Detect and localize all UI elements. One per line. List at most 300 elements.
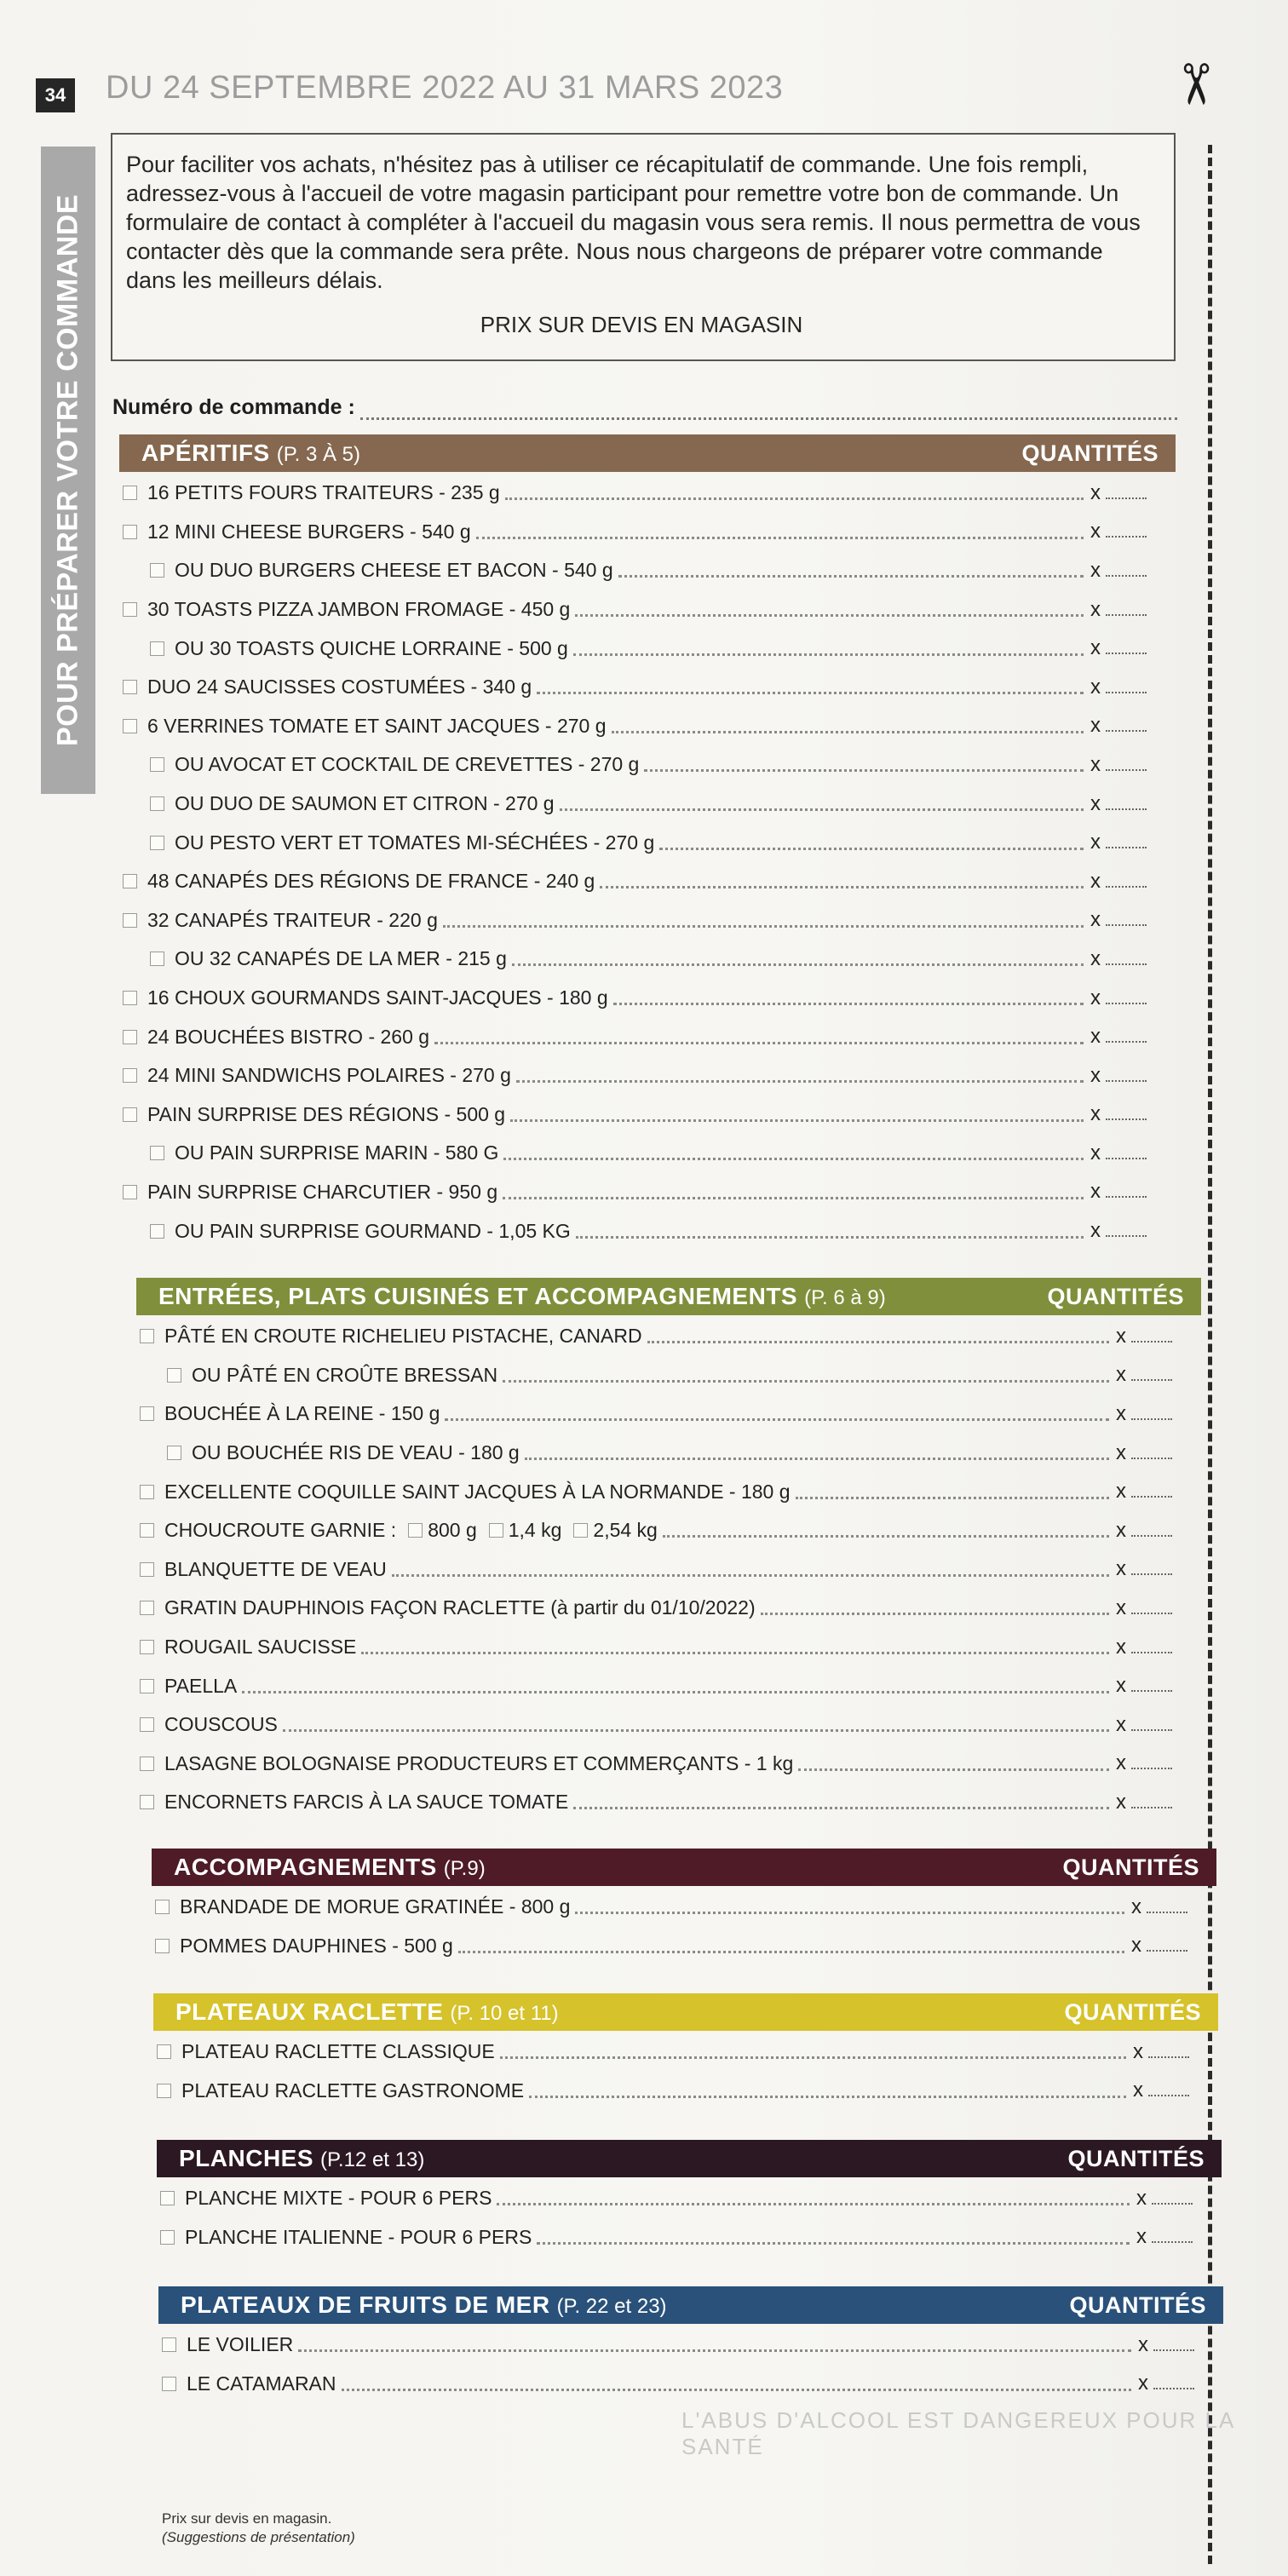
quantity-field[interactable] — [1131, 1934, 1216, 1958]
multiply-sign: x — [1116, 1363, 1126, 1387]
order-item-row — [119, 551, 1176, 590]
item-list — [152, 1886, 1216, 1965]
item-label: OU DUO BURGERS CHEESE ET BACON - 540 g — [175, 559, 613, 582]
item-checkbox[interactable] — [140, 1523, 154, 1538]
quantity-blank[interactable] — [1148, 2083, 1189, 2096]
multiply-sign: x — [1116, 1324, 1126, 1348]
leader-dots — [445, 1406, 1109, 1421]
order-number-line[interactable] — [360, 397, 1177, 420]
leader-dots — [663, 1523, 1109, 1538]
section-header — [152, 1849, 1216, 1886]
multiply-sign: x — [1090, 714, 1101, 738]
item-checkbox[interactable] — [167, 1446, 181, 1460]
quantity-field[interactable] — [1090, 831, 1176, 854]
order-item-row — [119, 668, 1176, 707]
section-title: ACCOMPAGNEMENTS — [174, 1854, 437, 1880]
order-item-row — [136, 1356, 1201, 1395]
section-title: ENTRÉES, PLATS CUISINÉS ET ACCOMPAGNEMENTS — [158, 1283, 798, 1309]
item-label: 6 VERRINES TOMATE ET SAINT JACQUES - 270 g — [147, 714, 607, 737]
order-item-row — [119, 1017, 1176, 1056]
item-checkbox[interactable] — [123, 1030, 137, 1044]
item-checkbox[interactable] — [140, 1757, 154, 1771]
multiply-sign: x — [1131, 1934, 1141, 1958]
multiply-sign: x — [1138, 2332, 1148, 2356]
quantity-field[interactable] — [1116, 1636, 1201, 1659]
quantity-field[interactable] — [1116, 1713, 1201, 1737]
section-header — [158, 2286, 1223, 2324]
item-checkbox[interactable] — [123, 1068, 137, 1083]
quantity-blank[interactable] — [1152, 2191, 1193, 2205]
item-label: 12 MINI CHEESE BURGERS - 540 g — [147, 520, 471, 543]
order-item-row — [152, 1888, 1216, 1927]
item-checkbox[interactable] — [123, 680, 137, 694]
leader-dots — [510, 1107, 1084, 1122]
leader-dots — [497, 2191, 1130, 2205]
item-checkbox[interactable] — [150, 757, 164, 772]
order-item-row — [136, 1783, 1201, 1822]
item-label: OU AVOCAT ET COCKTAIL DE CREVETTES - 270 g — [175, 753, 640, 776]
quantity-field[interactable] — [1133, 2079, 1218, 2102]
order-item-row — [153, 2033, 1218, 2072]
quantity-field[interactable] — [1116, 1325, 1201, 1348]
item-label: OU 32 CANAPÉS DE LA MER - 215 g — [175, 947, 507, 970]
leader-dots — [500, 2044, 1126, 2059]
price-on-quote: PRIX SUR DEVIS EN MAGASIN — [480, 312, 803, 337]
item-checkbox[interactable] — [140, 1640, 154, 1654]
item-checkbox[interactable] — [140, 1679, 154, 1693]
section-pages: (P. 10 et 11) — [450, 2002, 559, 2025]
multiply-sign: x — [1138, 2372, 1148, 2395]
multiply-sign: x — [1090, 558, 1101, 582]
item-list — [119, 472, 1176, 1251]
quantity-blank[interactable] — [1131, 1484, 1172, 1498]
item-checkbox[interactable] — [123, 486, 137, 500]
multiply-sign: x — [1116, 1712, 1126, 1736]
quantity-blank[interactable] — [1131, 1329, 1172, 1343]
section-pages: (P. 3 À 5) — [276, 443, 361, 466]
item-checkbox[interactable] — [140, 1601, 154, 1615]
leader-dots — [600, 874, 1084, 888]
item-checkbox[interactable] — [157, 2084, 171, 2098]
item-checkbox[interactable] — [160, 2191, 175, 2205]
quantity-field[interactable] — [1090, 870, 1176, 894]
size-option-checkbox[interactable] — [489, 1523, 503, 1538]
quantity-blank[interactable] — [1147, 1900, 1187, 1913]
item-label: OU DUO DE SAUMON ET CITRON - 270 g — [175, 792, 555, 815]
item-checkbox[interactable] — [162, 2337, 176, 2352]
item-label: 30 TOASTS PIZZA JAMBON FROMAGE - 450 g — [147, 598, 571, 621]
size-option-checkbox[interactable] — [573, 1523, 588, 1538]
size-option-label: 1,4 kg — [508, 1519, 562, 1542]
quantity-blank[interactable] — [1106, 1223, 1147, 1237]
quantity-field[interactable] — [1133, 2040, 1218, 2064]
quantity-field[interactable] — [1116, 1363, 1201, 1387]
quantity-field[interactable] — [1138, 2372, 1223, 2395]
item-label: 32 CANAPÉS TRAITEUR - 220 g — [147, 908, 438, 931]
order-item-row — [119, 901, 1176, 940]
leader-dots — [761, 1601, 1109, 1615]
alcohol-warning: L'ABUS D'ALCOOL EST DANGEREUX POUR LA SANTÉ — [681, 2407, 1234, 2459]
leader-dots — [618, 563, 1084, 578]
quantity-field[interactable] — [1090, 714, 1176, 738]
quantity-blank[interactable] — [1131, 1523, 1172, 1537]
leader-dots — [575, 1900, 1124, 1914]
leader-dots — [503, 1146, 1084, 1160]
leader-dots — [573, 1795, 1109, 1809]
order-item-row — [136, 1589, 1201, 1628]
quantity-blank[interactable] — [1131, 1446, 1172, 1459]
quantity-field[interactable] — [1090, 559, 1176, 583]
quantity-blank[interactable] — [1147, 1938, 1187, 1952]
item-checkbox[interactable] — [155, 1939, 170, 1953]
leader-dots — [503, 1185, 1084, 1199]
quantity-field[interactable] — [1090, 676, 1176, 699]
order-item-row — [152, 1927, 1216, 1966]
item-checkbox[interactable] — [150, 1224, 164, 1239]
quantity-blank[interactable] — [1131, 1561, 1172, 1575]
order-item-row — [119, 979, 1176, 1018]
section-title-group — [174, 1854, 486, 1881]
leader-dots — [647, 1329, 1109, 1343]
leader-dots — [576, 1224, 1084, 1239]
leader-dots — [537, 680, 1084, 694]
order-number-label: Numéro de commande : — [112, 395, 355, 419]
order-item-row — [136, 1745, 1201, 1784]
multiply-sign: x — [1090, 520, 1101, 543]
order-item-row — [136, 1511, 1201, 1550]
quantity-blank[interactable] — [1106, 641, 1147, 654]
multiply-sign: x — [1090, 946, 1101, 970]
quantity-field[interactable] — [1090, 947, 1176, 971]
page-number: 34 — [36, 78, 75, 112]
quantity-field[interactable] — [1136, 2187, 1222, 2211]
order-item-row — [119, 707, 1176, 746]
quantity-blank[interactable] — [1106, 524, 1147, 538]
quantity-field[interactable] — [1090, 481, 1176, 505]
item-label: EXCELLENTE COQUILLE SAINT JACQUES À LA NORMANDE - 180 g — [164, 1480, 791, 1503]
leader-dots — [537, 2230, 1130, 2245]
item-label: BOUCHÉE À LA REINE - 150 g — [164, 1402, 440, 1425]
leader-dots — [298, 2337, 1131, 2352]
item-checkbox[interactable] — [123, 991, 137, 1005]
order-item-row — [158, 2326, 1223, 2365]
order-item-row — [119, 1134, 1176, 1173]
item-checkbox[interactable] — [123, 874, 137, 888]
item-checkbox[interactable] — [140, 1329, 154, 1343]
leader-dots — [612, 719, 1084, 733]
section-title-group — [175, 1998, 559, 2026]
quantity-field[interactable] — [1116, 1557, 1201, 1581]
section-header — [136, 1278, 1201, 1315]
quantity-blank[interactable] — [1106, 835, 1147, 848]
quantity-blank[interactable] — [1106, 757, 1147, 771]
item-label: LASAGNE BOLOGNAISE PRODUCTEURS ET COMMERÇANTS - 1 kg — [164, 1751, 794, 1774]
order-item-row — [136, 1472, 1201, 1511]
multiply-sign: x — [1136, 2225, 1147, 2249]
order-item-row — [119, 474, 1176, 513]
quantity-field[interactable] — [1090, 1180, 1176, 1204]
multiply-sign: x — [1116, 1751, 1126, 1775]
item-checkbox[interactable] — [123, 719, 137, 733]
leader-dots — [458, 1939, 1124, 1953]
multiply-sign: x — [1090, 597, 1101, 621]
item-label: ROUGAIL SAUCISSE — [164, 1636, 357, 1659]
section-entrees — [136, 1278, 1201, 1822]
quantity-blank[interactable] — [1106, 718, 1147, 732]
quantity-blank[interactable] — [1131, 1795, 1172, 1808]
item-checkbox[interactable] — [140, 1406, 154, 1421]
side-label-band — [41, 147, 95, 794]
quantity-field[interactable] — [1116, 1674, 1201, 1698]
leader-dots — [659, 836, 1084, 850]
quantity-field[interactable] — [1116, 1596, 1201, 1620]
item-label: PLANCHE MIXTE - POUR 6 PERS — [185, 2187, 492, 2210]
multiply-sign: x — [1090, 480, 1101, 504]
item-list — [153, 2031, 1218, 2110]
quantity-blank[interactable] — [1153, 2337, 1194, 2351]
order-item-row — [136, 1705, 1201, 1745]
item-checkbox[interactable] — [150, 952, 164, 966]
quantity-blank[interactable] — [1148, 2044, 1189, 2058]
order-item-row — [119, 513, 1176, 552]
quantity-blank[interactable] — [1106, 563, 1147, 577]
quantity-field[interactable] — [1090, 792, 1176, 816]
quantity-blank[interactable] — [1131, 1717, 1172, 1731]
multiply-sign: x — [1090, 986, 1101, 1009]
quantity-blank[interactable] — [1106, 1029, 1147, 1043]
item-label: 24 MINI SANDWICHS POLAIRES - 270 g — [147, 1064, 511, 1087]
order-item-row — [157, 2218, 1222, 2257]
item-label: PÂTÉ EN CROUTE RICHELIEU PISTACHE, CANARD — [164, 1325, 642, 1348]
item-checkbox[interactable] — [140, 1562, 154, 1577]
quantity-blank[interactable] — [1131, 1601, 1172, 1614]
quantity-blank[interactable] — [1106, 912, 1147, 926]
item-label: PAELLA — [164, 1674, 238, 1697]
item-checkbox[interactable] — [162, 2377, 176, 2391]
section-pages: (P.9) — [443, 1857, 486, 1880]
order-item-row — [136, 1628, 1201, 1667]
leader-dots — [529, 2084, 1126, 2098]
quantity-field[interactable] — [1090, 1025, 1176, 1049]
item-label: PLATEAU RACLETTE GASTRONOME — [181, 2079, 525, 2102]
section-header — [119, 434, 1176, 472]
multiply-sign: x — [1090, 831, 1101, 854]
multiply-sign: x — [1116, 1557, 1126, 1581]
quantity-field[interactable] — [1116, 1480, 1201, 1504]
quantity-blank[interactable] — [1106, 874, 1147, 888]
footer-note — [162, 2510, 355, 2547]
order-item-row — [119, 629, 1176, 668]
quantity-blank[interactable] — [1131, 1756, 1172, 1769]
multiply-sign: x — [1090, 1180, 1101, 1204]
item-list — [158, 2324, 1223, 2403]
quantity-blank[interactable] — [1106, 1068, 1147, 1082]
quantity-field[interactable] — [1090, 753, 1176, 777]
order-item-row — [136, 1434, 1201, 1473]
item-checkbox[interactable] — [123, 1185, 137, 1199]
quantity-field[interactable] — [1090, 636, 1176, 660]
order-item-row — [136, 1394, 1201, 1434]
quantity-field[interactable] — [1090, 520, 1176, 543]
item-checkbox[interactable] — [123, 1107, 137, 1122]
order-item-row — [119, 745, 1176, 785]
item-label: PAIN SURPRISE DES RÉGIONS - 500 g — [147, 1102, 506, 1125]
item-label: 16 PETITS FOURS TRAITEURS - 235 g — [147, 481, 500, 504]
quantity-blank[interactable] — [1153, 2376, 1194, 2389]
order-item-row — [136, 1317, 1201, 1356]
item-checkbox[interactable] — [155, 1900, 170, 1914]
item-checkbox[interactable] — [150, 563, 164, 578]
item-checkbox[interactable] — [150, 1146, 164, 1160]
quantity-field[interactable] — [1116, 1519, 1201, 1543]
order-item-row — [136, 1550, 1201, 1590]
quantity-field[interactable] — [1090, 1102, 1176, 1126]
quantity-field[interactable] — [1116, 1751, 1201, 1775]
intro-box — [111, 133, 1176, 361]
quantity-field[interactable] — [1090, 986, 1176, 1010]
quantity-field[interactable] — [1116, 1441, 1201, 1465]
item-checkbox[interactable] — [123, 602, 137, 617]
leader-dots — [476, 525, 1084, 539]
size-option-label: 800 g — [428, 1519, 477, 1542]
leader-dots — [516, 1068, 1084, 1083]
quantity-blank[interactable] — [1131, 1640, 1172, 1653]
quantity-field[interactable] — [1116, 1402, 1201, 1426]
item-label: GRATIN DAUPHINOIS FAÇON RACLETTE (à partir du 01/10/2022) — [164, 1596, 756, 1619]
item-checkbox[interactable] — [160, 2230, 175, 2245]
quantity-field[interactable] — [1138, 2333, 1223, 2357]
quantity-blank[interactable] — [1106, 1146, 1147, 1159]
item-checkbox[interactable] — [150, 641, 164, 656]
item-checkbox[interactable] — [157, 2044, 171, 2059]
order-item-row — [119, 590, 1176, 630]
item-checkbox[interactable] — [140, 1485, 154, 1499]
section-title-group — [179, 2145, 424, 2172]
quantities-header: QUANTITÉS — [1064, 1998, 1201, 2025]
order-item-row — [158, 2365, 1223, 2404]
item-label: CHOUCROUTE GARNIE : — [164, 1519, 397, 1542]
section-header — [157, 2140, 1222, 2177]
quantity-field[interactable] — [1090, 598, 1176, 622]
validity-period: DU 24 SEPTEMBRE 2022 AU 31 MARS 2023 — [106, 70, 784, 106]
leader-dots — [798, 1757, 1109, 1771]
leader-dots — [505, 486, 1084, 500]
multiply-sign: x — [1116, 1635, 1126, 1659]
leader-dots — [560, 796, 1084, 811]
item-label: DUO 24 SAUCISSES COSTUMÉES - 340 g — [147, 676, 532, 699]
item-checkbox[interactable] — [140, 1795, 154, 1809]
quantity-blank[interactable] — [1131, 1406, 1172, 1420]
section-accompagnements — [152, 1849, 1216, 1965]
multiply-sign: x — [1090, 1141, 1101, 1164]
quantity-blank[interactable] — [1152, 2229, 1193, 2243]
footer-line-2: (Suggestions de présentation) — [162, 2529, 355, 2545]
size-option-checkbox[interactable] — [408, 1523, 423, 1538]
item-label: OU PESTO VERT ET TOMATES MI-SÉCHÉES - 270 g — [175, 831, 655, 854]
quantity-blank[interactable] — [1106, 680, 1147, 693]
quantity-field[interactable] — [1090, 908, 1176, 932]
multiply-sign: x — [1116, 1401, 1126, 1425]
item-label: BLANQUETTE DE VEAU — [164, 1557, 387, 1580]
item-label: OU BOUCHÉE RIS DE VEAU - 180 g — [192, 1441, 520, 1464]
quantities-header: QUANTITÉS — [1021, 440, 1159, 466]
section-title-group — [141, 440, 360, 467]
quantity-blank[interactable] — [1106, 1107, 1147, 1120]
item-label: LE CATAMARAN — [187, 2372, 336, 2395]
order-item-row — [119, 862, 1176, 901]
order-item-row — [119, 1211, 1176, 1251]
multiply-sign: x — [1116, 1674, 1126, 1698]
quantity-blank[interactable] — [1106, 602, 1147, 616]
item-label: ENCORNETS FARCIS À LA SAUCE TOMATE — [164, 1791, 569, 1814]
item-label: OU PÂTÉ EN CROÛTE BRESSAN — [192, 1363, 498, 1386]
item-checkbox[interactable] — [140, 1717, 154, 1732]
quantity-field[interactable] — [1116, 1791, 1201, 1814]
quantity-blank[interactable] — [1106, 952, 1147, 965]
multiply-sign: x — [1090, 675, 1101, 699]
multiply-sign: x — [1090, 908, 1101, 932]
multiply-sign: x — [1090, 869, 1101, 893]
order-item-row — [136, 1666, 1201, 1705]
leader-dots — [392, 1562, 1109, 1577]
quantity-field[interactable] — [1136, 2225, 1222, 2249]
item-checkbox[interactable] — [167, 1368, 181, 1383]
leader-dots — [575, 602, 1084, 617]
quantity-blank[interactable] — [1131, 1678, 1172, 1692]
quantity-blank[interactable] — [1106, 1184, 1147, 1198]
scissors-icon: ✂ — [1164, 60, 1228, 108]
quantity-blank[interactable] — [1106, 991, 1147, 1004]
quantity-field[interactable] — [1131, 1895, 1216, 1919]
multiply-sign: x — [1090, 1102, 1101, 1126]
quantities-header: QUANTITÉS — [1067, 2145, 1205, 2171]
item-label: OU PAIN SURPRISE GOURMAND - 1,05 KG — [175, 1219, 571, 1242]
item-label: COUSCOUS — [164, 1713, 278, 1736]
item-label: PAIN SURPRISE CHARCUTIER - 950 g — [147, 1180, 498, 1203]
leader-dots — [512, 952, 1084, 966]
size-option-label: 2,54 kg — [593, 1519, 658, 1542]
size-option[interactable] — [573, 1519, 657, 1542]
leader-dots — [434, 1030, 1084, 1044]
multiply-sign: x — [1116, 1518, 1126, 1542]
item-label: LE VOILIER — [187, 2333, 294, 2356]
quantity-blank[interactable] — [1106, 486, 1147, 499]
item-checkbox[interactable] — [150, 796, 164, 811]
multiply-sign: x — [1136, 2186, 1147, 2210]
quantity-field[interactable] — [1090, 1219, 1176, 1243]
item-checkbox[interactable] — [123, 525, 137, 539]
multiply-sign: x — [1131, 1895, 1141, 1918]
order-item-row — [119, 1056, 1176, 1095]
item-list — [157, 2177, 1222, 2257]
size-option[interactable] — [489, 1519, 562, 1542]
quantity-field[interactable] — [1090, 1141, 1176, 1165]
section-pages: (P.12 et 13) — [320, 2148, 425, 2171]
item-checkbox[interactable] — [150, 836, 164, 850]
order-number-field[interactable] — [112, 395, 1177, 420]
multiply-sign: x — [1090, 1219, 1101, 1243]
item-checkbox[interactable] — [123, 913, 137, 928]
size-option[interactable] — [408, 1519, 477, 1542]
item-label: OU 30 TOASTS QUICHE LORRAINE - 500 g — [175, 636, 568, 659]
quantity-blank[interactable] — [1106, 796, 1147, 810]
multiply-sign: x — [1116, 1596, 1126, 1619]
leader-dots — [361, 1640, 1109, 1654]
quantity-blank[interactable] — [1131, 1367, 1172, 1381]
multiply-sign: x — [1090, 752, 1101, 776]
quantity-field[interactable] — [1090, 1064, 1176, 1088]
multiply-sign: x — [1116, 1440, 1126, 1464]
